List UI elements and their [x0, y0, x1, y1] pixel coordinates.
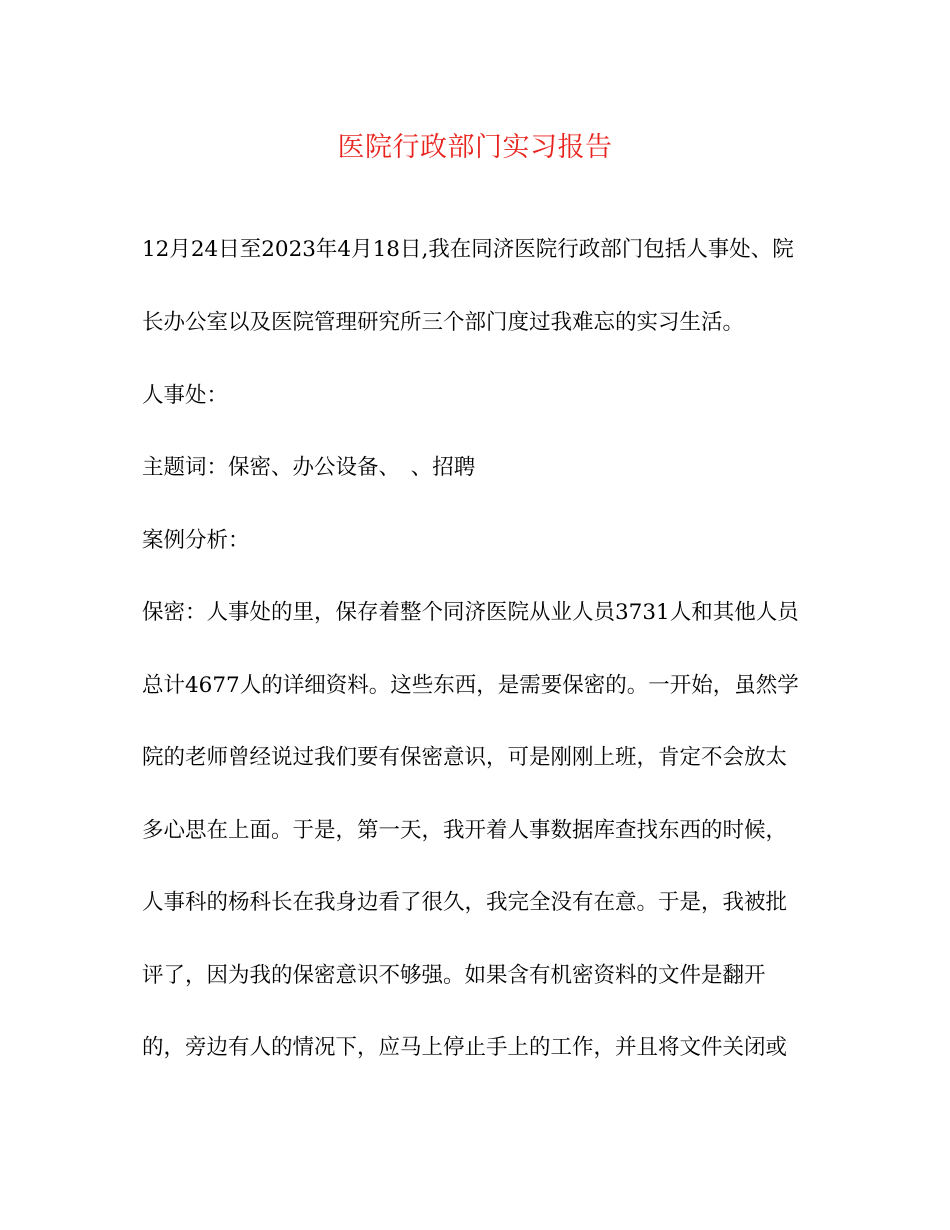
section-heading: 案例分析： [142, 528, 250, 553]
paragraph-line: 长办公室以及医院管理研究所三个部门度过我难忘的实习生活。 [142, 310, 745, 335]
section-heading: 人事处： [142, 383, 229, 408]
paragraph-line: 多心思在上面。于是，第一天，我开着人事数据库查找东西的时候， [142, 818, 788, 843]
paragraph-line: 的，旁边有人的情况下，应马上停止手上的工作，并且将文件关闭或 [142, 1035, 788, 1060]
paragraph-line: 保密：人事处的里，保存着整个同济医院从业人员3731人和其他人员 [142, 600, 799, 625]
paragraph-line: 院的老师曾经说过我们要有保密意识，可是刚刚上班，肯定不会放太 [142, 745, 788, 770]
keywords-line: 主题词：保密、办公设备、 、招聘 [142, 455, 476, 480]
paragraph-line: 12月24日至2023年4月18日,我在同济医院行政部门包括人事处、院 [142, 237, 794, 262]
paragraph-line: 评了，因为我的保密意识不够强。如果含有机密资料的文件是翻开 [142, 963, 766, 988]
paragraph-line: 总计4677人的详细资料。这些东西，是需要保密的。一开始，虽然学 [142, 673, 799, 698]
paragraph-line: 人事科的杨科长在我身边看了很久，我完全没有在意。于是，我被批 [142, 890, 788, 915]
page-title: 医院行政部门实习报告 [337, 132, 613, 163]
